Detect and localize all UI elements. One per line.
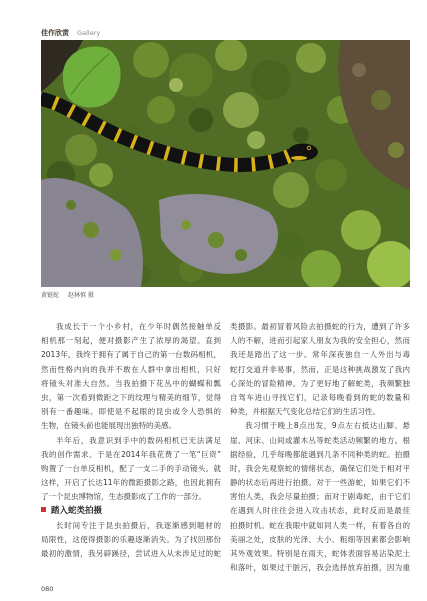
- body-line: 将镜头对准大自然。当我拍摄下花丛中的蝴蝶和瓢: [41, 378, 221, 388]
- body-line: 生物，在镜头前也能展现出独特的美感。: [41, 421, 176, 431]
- snake-photo-illustration: [41, 40, 410, 287]
- article-column-right: [230, 320, 410, 575]
- snake-eye: [307, 146, 311, 150]
- body-line: 在遇到人时往往会进入攻击状态，此时反而是最佳: [230, 506, 410, 516]
- heading-text: 踏入蛇类拍摄: [51, 506, 103, 517]
- body-line: 我习惯于晚上8点出发，9点左右抵达山脚、悬: [245, 421, 410, 431]
- body-line: 蛇打交道并非易事，然而，正是这种挑战激发了我内: [230, 364, 410, 374]
- body-line: 虫，第一次看到微距之下的纹理与精美的细节，觉得: [41, 392, 221, 402]
- body-line: 崖、河床、山间或灌木丛等蛇类活动频繁的地方。根: [230, 435, 410, 445]
- body-line: 别有一番趣味。即使是不起眼的昆虫或令人恐惧的: [41, 407, 221, 417]
- body-line: 相机那一刻起，便对摄影产生了浓厚的渴望。直到: [41, 336, 221, 346]
- body-line: 这样，开启了长达11年的微距摄影之路，也因此拥有: [41, 478, 221, 488]
- body-line: 其外观效果。特别是在雨天，蛇体表面容易沾染泥土: [230, 549, 410, 558]
- body-line: 2013年，我终于拥有了属于自己的第一台数码相机，: [41, 350, 221, 360]
- body-line: 据经验，几乎每晚都能遇到几条不同种类的蛇。拍摄: [230, 449, 410, 459]
- body-line: 我的创作需求。于是在2014年我花费了一笔“巨资”: [41, 449, 221, 459]
- paragraph: [41, 434, 221, 505]
- body-line: 我还是踏出了这一步。常年深夜独自一人外出与毒: [230, 350, 410, 360]
- photo-caption: [41, 291, 94, 300]
- article-column-left: [41, 320, 221, 561]
- body-line: 购置了一台单反相机，配了一支二手的手动镜头。就: [41, 463, 221, 473]
- heading-marker-icon: [41, 507, 46, 512]
- body-line: 心深处的冒险精神。为了更好地了解蛇类，我频繁独: [230, 378, 410, 388]
- caption-credit: 赵林慎 摄: [67, 292, 94, 299]
- body-line: 长时间专注于昆虫拍摄后，我逐渐感到题材的: [56, 520, 221, 530]
- body-line: 人的不解，进而引起家人朋友为我的安全担心，然而: [230, 336, 410, 346]
- snake-photo: [41, 40, 410, 287]
- body-line: 静的状态后再进行拍摄。对于一些游蛇，如果它们不: [230, 478, 410, 488]
- body-line: 拍摄时机。蛇在我眼中就如同人类一样，有着各自的: [230, 520, 410, 530]
- snake-lip-marking: [291, 156, 307, 160]
- section-title: 佳作欣赏: [41, 29, 69, 37]
- section-heading: [41, 504, 221, 518]
- body-line: 类摄影。最初冒着风险去拍摄蛇的行为，遭到了许多: [230, 322, 410, 331]
- body-line: 害怕人类，我会尽量拍摄；而对于剧毒蛇，由于它们: [230, 492, 410, 502]
- body-line: 和落叶，如果过于脏污，我会选择放弃拍摄，因为重: [230, 563, 410, 573]
- body-line: 我成长于一个小乡村，在少年时偶然接触单反: [56, 322, 221, 331]
- body-line: 种类，并根据天气变化总结它们的生活习性。: [230, 407, 380, 417]
- body-line: 局限性，这使得摄影的乐趣逐渐消失。为了找回那份: [41, 534, 221, 544]
- page-number: 080: [41, 585, 54, 593]
- section-header: [41, 25, 100, 35]
- body-line: 了一个昆虫博物馆，生态摄影成了工作的一部分。: [41, 492, 206, 502]
- body-line: 美丽之处，皮肤的光泽、大小、粗细等因素都会影响: [230, 534, 410, 544]
- leaf: [63, 46, 121, 107]
- section-subtitle: Gallery: [77, 29, 101, 37]
- body-line: 最初的激情，我另辟蹊径，尝试进入从未涉足过的蛇: [41, 549, 221, 558]
- paragraph: [41, 320, 221, 434]
- paragraph: [230, 419, 410, 575]
- paragraph: [230, 320, 410, 419]
- paragraph: [41, 519, 221, 562]
- caption-title: 黄链蛇: [41, 292, 60, 299]
- body-line: 半年后，我意识到手中的数码相机已无法满足: [56, 435, 221, 445]
- body-line: 然而性格内向的我并不敢在人群中拿出相机，只好: [41, 364, 221, 374]
- body-line: 时，我会先观察蛇的情绪状态，确保它们处于相对平: [230, 463, 410, 473]
- body-line: 自驾车进山寻找它们，记录每晚看到的蛇的数量和: [230, 392, 410, 402]
